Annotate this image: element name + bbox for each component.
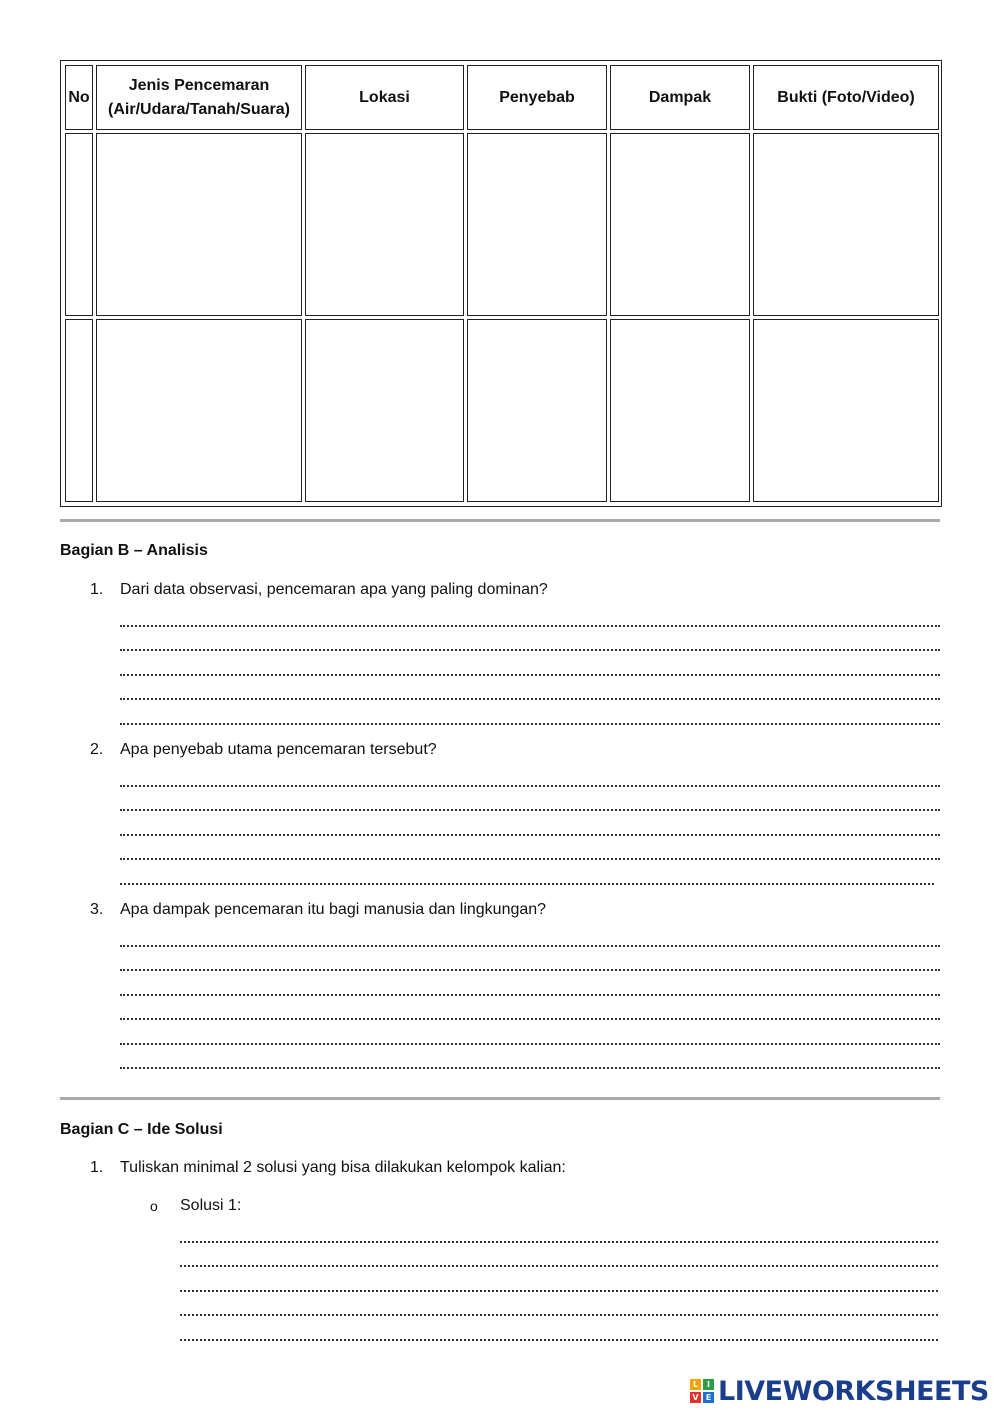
question-number: 3. bbox=[90, 901, 104, 918]
question-number: 2. bbox=[90, 741, 104, 758]
cell-jenis[interactable] bbox=[96, 133, 302, 316]
question-b2 bbox=[90, 738, 940, 885]
cell-lokasi[interactable] bbox=[305, 319, 464, 502]
logo-icon bbox=[690, 1379, 714, 1403]
header-bukti: Bukti (Foto/Video) bbox=[753, 65, 939, 130]
question-number: 1. bbox=[90, 1159, 104, 1176]
solution-1 bbox=[150, 1194, 938, 1341]
answer-line[interactable] bbox=[180, 1243, 938, 1268]
answer-line[interactable] bbox=[120, 787, 940, 812]
answer-line[interactable] bbox=[120, 1020, 940, 1045]
answer-line[interactable] bbox=[180, 1267, 938, 1292]
answer-line[interactable] bbox=[120, 1045, 940, 1070]
answer-line[interactable] bbox=[120, 971, 940, 996]
answer-line[interactable] bbox=[120, 651, 940, 676]
answer-line[interactable] bbox=[120, 627, 940, 652]
answer-line[interactable] bbox=[120, 860, 934, 885]
cell-dampak[interactable] bbox=[610, 319, 750, 502]
header-jenis-line2: (Air/Udara/Tanah/Suara) bbox=[108, 100, 290, 118]
bullet-icon: o bbox=[150, 1198, 158, 1214]
question-c1 bbox=[90, 1156, 940, 1180]
table-header-row bbox=[65, 65, 939, 130]
cell-no[interactable] bbox=[65, 133, 93, 316]
header-dampak: Dampak bbox=[610, 65, 750, 130]
header-jenis-pencemaran bbox=[96, 65, 302, 130]
section-divider bbox=[60, 519, 940, 522]
cell-no[interactable] bbox=[65, 319, 93, 502]
section-b-title: Bagian B – Analisis bbox=[60, 542, 208, 559]
question-b1 bbox=[90, 578, 940, 725]
cell-bukti[interactable] bbox=[753, 133, 939, 316]
logo-letter-e: E bbox=[703, 1392, 714, 1403]
question-text: Apa penyebab utama pencemaran tersebut? bbox=[120, 741, 437, 758]
liveworksheets-logo bbox=[690, 1373, 989, 1409]
answer-line[interactable] bbox=[180, 1218, 938, 1243]
cell-penyebab[interactable] bbox=[467, 133, 607, 316]
logo-letter-l: L bbox=[690, 1379, 701, 1390]
section-c-title: Bagian C – Ide Solusi bbox=[60, 1121, 223, 1138]
observation-table bbox=[60, 60, 942, 507]
header-penyebab: Penyebab bbox=[467, 65, 607, 130]
table-row bbox=[65, 133, 939, 316]
answer-line[interactable] bbox=[120, 947, 940, 972]
answer-line[interactable] bbox=[120, 602, 940, 627]
question-number: 1. bbox=[90, 581, 104, 598]
question-b3 bbox=[90, 898, 940, 1069]
logo-text: LIVEWORKSHEETS bbox=[718, 1375, 989, 1407]
cell-jenis[interactable] bbox=[96, 319, 302, 502]
header-jenis-line1: Jenis Pencemaran bbox=[128, 76, 270, 94]
cell-lokasi[interactable] bbox=[305, 133, 464, 316]
answer-line[interactable] bbox=[180, 1316, 938, 1341]
cell-penyebab[interactable] bbox=[467, 319, 607, 502]
header-lokasi: Lokasi bbox=[305, 65, 464, 130]
solution-label: Solusi 1: bbox=[180, 1197, 242, 1214]
answer-line[interactable] bbox=[120, 700, 940, 725]
answer-line[interactable] bbox=[120, 676, 940, 701]
question-text: Tuliskan minimal 2 solusi yang bisa dilakukan kelompok kalian: bbox=[120, 1159, 566, 1176]
answer-line[interactable] bbox=[120, 762, 940, 787]
logo-letter-v: V bbox=[690, 1392, 701, 1403]
cell-dampak[interactable] bbox=[610, 133, 750, 316]
answer-line[interactable] bbox=[120, 996, 940, 1021]
question-text: Dari data observasi, pencemaran apa yang paling dominan? bbox=[120, 581, 548, 598]
answer-line[interactable] bbox=[120, 836, 940, 861]
cell-bukti[interactable] bbox=[753, 319, 939, 502]
logo-letter-i: I bbox=[703, 1379, 714, 1390]
answer-line[interactable] bbox=[120, 922, 940, 947]
section-divider bbox=[60, 1097, 940, 1100]
table-row bbox=[65, 319, 939, 502]
header-no: No bbox=[65, 65, 93, 130]
answer-line[interactable] bbox=[180, 1292, 938, 1317]
answer-line[interactable] bbox=[120, 811, 940, 836]
question-text: Apa dampak pencemaran itu bagi manusia dan lingkungan? bbox=[120, 901, 547, 918]
